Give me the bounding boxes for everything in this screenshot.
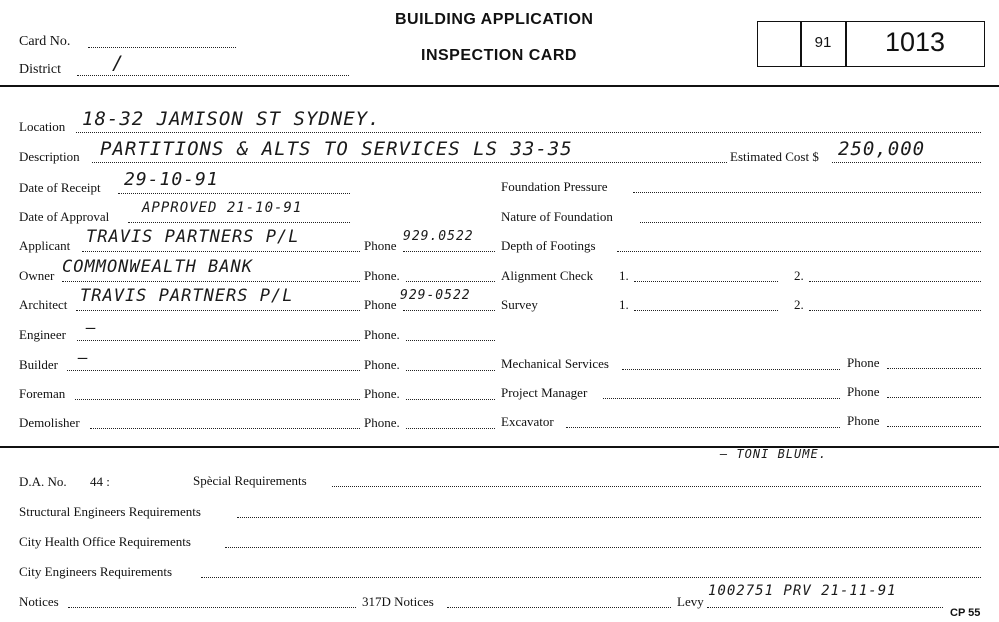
applicant-phone-line bbox=[403, 251, 495, 252]
survey-1-line bbox=[634, 310, 778, 311]
demolisher-line bbox=[90, 428, 360, 429]
da-no-label: D.A. No. bbox=[19, 474, 67, 489]
foreman-line bbox=[75, 399, 360, 400]
notices-label: Notices bbox=[19, 594, 59, 609]
applicant-value: TRAVIS PARTNERS P/L bbox=[86, 227, 300, 247]
alignment-check-1-line bbox=[634, 281, 778, 282]
engineer-phone-line bbox=[406, 340, 495, 341]
notices-317d-label: 317D Notices bbox=[362, 594, 434, 609]
date-of-approval-value: APPROVED 21-10-91 bbox=[142, 200, 303, 216]
location-value: 18-32 JAMISON ST SYDNEY. bbox=[82, 108, 381, 130]
owner-value: COMMONWEALTH BANK bbox=[62, 257, 253, 277]
excavator-phone-line bbox=[887, 426, 981, 427]
project-manager-line bbox=[603, 398, 840, 399]
special-requirements-label: Spècial Requirements bbox=[193, 473, 307, 488]
date-of-receipt-label: Date of Receipt bbox=[19, 180, 101, 195]
nature-of-foundation-label: Nature of Foundation bbox=[501, 209, 613, 224]
mechanical-services-label: Mechanical Services bbox=[501, 356, 609, 371]
card-number: 1013 bbox=[884, 27, 946, 57]
engineer-phone-label: Phone. bbox=[364, 327, 400, 342]
architect-phone-label: Phone bbox=[364, 297, 397, 312]
excavator-phone-label: Phone bbox=[847, 413, 880, 428]
builder-line bbox=[67, 370, 360, 371]
survey-1: 1. bbox=[619, 297, 629, 312]
district-value: / bbox=[112, 52, 125, 74]
estimated-cost-label: Estimated Cost $ bbox=[730, 149, 819, 164]
survey-2: 2. bbox=[794, 297, 804, 312]
da-no-value: 44 : bbox=[90, 474, 110, 489]
builder-phone-line bbox=[406, 370, 495, 371]
location-label: Location bbox=[19, 119, 66, 134]
date-of-approval-label: Date of Approval bbox=[19, 209, 110, 224]
mechanical-phone-line bbox=[887, 368, 981, 369]
demolisher-phone-line bbox=[406, 428, 495, 429]
notices-line bbox=[68, 607, 356, 608]
builder-phone-label: Phone. bbox=[364, 357, 400, 372]
alignment-check-2: 2. bbox=[794, 268, 804, 283]
form-title-line1: BUILDING APPLICATION bbox=[395, 11, 594, 28]
card-no-label: Card No. bbox=[19, 34, 71, 49]
applicant-label: Applicant bbox=[19, 238, 71, 253]
owner-phone-label: Phone. bbox=[364, 268, 400, 283]
foreman-phone-label: Phone. bbox=[364, 386, 400, 401]
engineer-value: — bbox=[86, 318, 97, 337]
depth-of-footings-label: Depth of Footings bbox=[501, 238, 596, 253]
architect-line bbox=[76, 310, 360, 311]
demolisher-phone-label: Phone. bbox=[364, 415, 400, 430]
survey-2-line bbox=[809, 310, 981, 311]
notices-317d-line bbox=[447, 607, 671, 608]
mechanical-services-line bbox=[622, 369, 840, 370]
nature-of-foundation-line bbox=[640, 222, 981, 223]
builder-label: Builder bbox=[19, 357, 58, 372]
city-engineers-line bbox=[201, 577, 981, 578]
applicant-phone-label: Phone bbox=[364, 238, 397, 253]
levy-value: 1002751 PRV 21-11-91 bbox=[708, 583, 897, 599]
card-no-line bbox=[88, 47, 236, 48]
city-health-label: City Health Office Requirements bbox=[19, 534, 191, 549]
builder-value: — bbox=[78, 348, 89, 367]
handwritten-annotation: — TONI BLUME. bbox=[720, 447, 827, 461]
mechanical-phone-label: Phone bbox=[847, 355, 880, 370]
date-of-receipt-value: 29-10-91 bbox=[124, 169, 219, 190]
architect-label: Architect bbox=[19, 297, 68, 312]
foundation-pressure-line bbox=[633, 192, 981, 193]
project-manager-label: Project Manager bbox=[501, 385, 588, 400]
structural-engineers-line bbox=[237, 517, 981, 518]
description-line bbox=[92, 162, 727, 163]
city-engineers-label: City Engineers Requirements bbox=[19, 564, 173, 579]
demolisher-label: Demolisher bbox=[19, 415, 80, 430]
lower-divider bbox=[0, 446, 999, 448]
excavator-line bbox=[566, 427, 840, 428]
alignment-check-1: 1. bbox=[619, 268, 629, 283]
foundation-pressure-label: Foundation Pressure bbox=[501, 179, 608, 194]
architect-phone-line bbox=[403, 310, 495, 311]
form-code: CP 55 bbox=[950, 607, 981, 619]
levy-line bbox=[707, 607, 943, 608]
project-manager-phone-label: Phone bbox=[847, 384, 880, 399]
description-value: PARTITIONS & ALTS TO SERVICES LS 33-35 bbox=[100, 138, 573, 160]
project-manager-phone-line bbox=[887, 397, 981, 398]
architect-phone-value: 929-0522 bbox=[400, 288, 471, 303]
owner-label: Owner bbox=[19, 268, 55, 283]
survey-label: Survey bbox=[501, 297, 538, 312]
description-label: Description bbox=[19, 149, 80, 164]
owner-line bbox=[62, 281, 360, 282]
alignment-check-label: Alignment Check bbox=[501, 268, 594, 283]
architect-value: TRAVIS PARTNERS P/L bbox=[80, 286, 294, 306]
excavator-label: Excavator bbox=[501, 414, 554, 429]
date-of-receipt-line bbox=[118, 193, 350, 194]
alignment-check-2-line bbox=[809, 281, 981, 282]
structural-engineers-label: Structural Engineers Requirements bbox=[19, 504, 201, 519]
foreman-phone-line bbox=[406, 399, 495, 400]
applicant-phone-value: 929.0522 bbox=[403, 229, 474, 244]
form-title-line2: INSPECTION CARD bbox=[421, 47, 577, 64]
card-number-prefix: 91 bbox=[814, 34, 832, 51]
owner-phone-line bbox=[406, 281, 495, 282]
foreman-label: Foreman bbox=[19, 386, 66, 401]
special-requirements-line bbox=[332, 486, 981, 487]
date-of-approval-line bbox=[128, 222, 350, 223]
estimated-cost-value: 250,000 bbox=[838, 138, 926, 160]
applicant-line bbox=[82, 251, 360, 252]
engineer-line bbox=[77, 340, 360, 341]
estimated-cost-line bbox=[832, 162, 981, 163]
engineer-label: Engineer bbox=[19, 327, 66, 342]
depth-of-footings-line bbox=[617, 251, 981, 252]
city-health-line bbox=[225, 547, 981, 548]
location-line bbox=[76, 132, 981, 133]
district-line bbox=[77, 75, 349, 76]
header-divider bbox=[0, 85, 999, 87]
district-label: District bbox=[19, 62, 61, 77]
levy-label: Levy bbox=[677, 594, 704, 609]
